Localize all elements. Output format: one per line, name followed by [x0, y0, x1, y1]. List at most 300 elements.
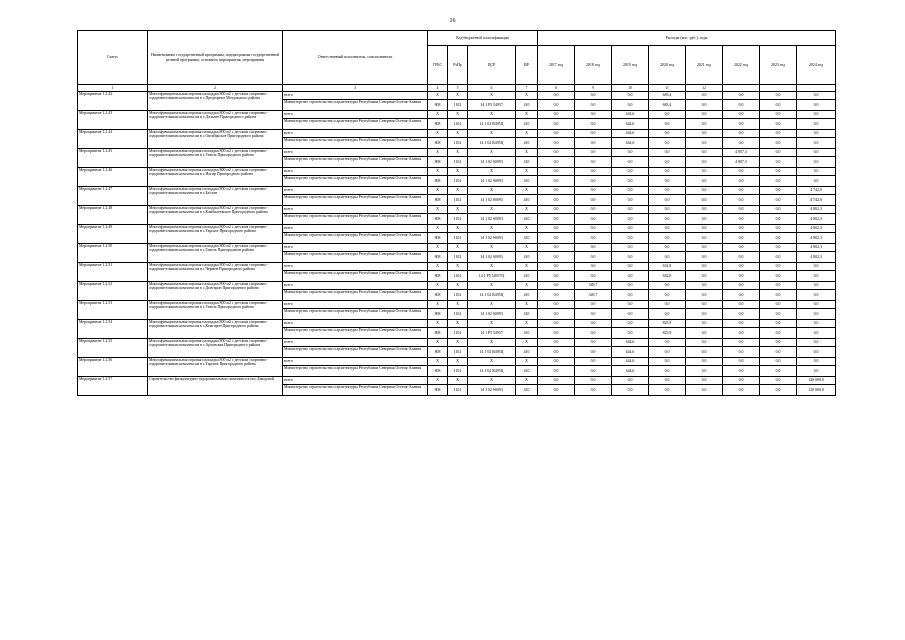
- vr-cell: X: [516, 339, 538, 347]
- amount-cell: 0,0: [760, 130, 797, 138]
- rzpr-cell: 1102: [448, 157, 468, 168]
- event-name: Многофункциональная игровая площадка 800 м2 с детским спортивно-оздоровительным комплексом в с.Гизель Пригородного района: [148, 149, 283, 168]
- amount-cell: 4 802,3: [797, 244, 836, 252]
- amount-cell: 0,0: [686, 377, 723, 385]
- vr-cell: X: [516, 263, 538, 271]
- event-name: Многофункциональная игровая площадка 800 м2 с детским спортивно-оздоровительным комплексом в с.Архонская Пригородного района: [148, 339, 283, 358]
- amount-cell: 444,6: [612, 119, 649, 130]
- amount-cell: 0,0: [723, 309, 760, 320]
- grbs-cell: X: [428, 377, 448, 385]
- event-name: Многофункциональная игровая площадка 800 м2 с детским спортивно-оздоровительным комплексом в с.Донгарон Пригородного района: [148, 282, 283, 301]
- csr-cell: X: [468, 92, 516, 100]
- csr-cell: X: [468, 301, 516, 309]
- csr-cell: X: [468, 168, 516, 176]
- amount-cell: 0,0: [760, 100, 797, 111]
- grbs-cell: 808: [428, 366, 448, 377]
- amount-cell: 0,0: [575, 358, 612, 366]
- grbs-cell: 808: [428, 385, 448, 396]
- rzpr-cell: X: [448, 225, 468, 233]
- vr-cell: X: [516, 377, 538, 385]
- amount-cell: 0,0: [686, 111, 723, 119]
- amount-cell: 0,0: [538, 214, 575, 225]
- csr-cell: X: [468, 377, 516, 385]
- amount-cell: 0,0: [538, 263, 575, 271]
- amount-cell: 0,0: [538, 92, 575, 100]
- csr-cell: 14 1 02 R495Ц: [468, 138, 516, 149]
- amount-cell: 0,0: [612, 290, 649, 301]
- amount-cell: 0,0: [686, 233, 723, 244]
- amount-cell: 0,0: [575, 301, 612, 309]
- amount-cell: 0,0: [723, 366, 760, 377]
- column-number: 4: [428, 85, 448, 92]
- vr-cell: 410: [516, 385, 538, 396]
- rzpr-cell: 1102: [448, 138, 468, 149]
- amount-cell: 0,0: [797, 168, 836, 176]
- amount-cell: 0,0: [649, 119, 686, 130]
- header-name: Наименование государственной программы, подпрограммы государственной целевой программы, основного мероприятия, мероприятия: [148, 31, 283, 85]
- grbs-cell: 808: [428, 157, 448, 168]
- csr-cell: 14 1 02 R495Ц: [468, 366, 516, 377]
- header-vr: ВР: [516, 46, 538, 85]
- rzpr-cell: 1102: [448, 385, 468, 396]
- table-row: [78, 320, 836, 328]
- event-status: Мероприятие 1.2.43: [78, 111, 148, 130]
- executor-cell: Министерство строительства и архитектуры Республики Северная Осетия-Алания: [283, 328, 428, 339]
- event-name: Многофункциональная игровая площадка 800 м2 с детским спортивно-оздоровительным комплексом в с.Октябрьское Пригородного района: [148, 130, 283, 149]
- amount-cell: 0,0: [686, 206, 723, 214]
- amount-cell: 0,0: [760, 290, 797, 301]
- amount-cell: 0,0: [538, 377, 575, 385]
- vr-cell: 410: [516, 309, 538, 320]
- amount-cell: 0,0: [723, 187, 760, 195]
- amount-cell: 0,0: [723, 130, 760, 138]
- amount-cell: 0,0: [612, 149, 649, 157]
- total-label: всего: [283, 92, 428, 100]
- csr-cell: 14 1 02 S0093: [468, 195, 516, 206]
- column-number: 9: [575, 85, 612, 92]
- total-label: всего: [283, 168, 428, 176]
- event-name: Многофункциональная игровая площадка 800 м2 с детским спортивно-оздоровительным комплексом в с.Предгорное Моздокского района: [148, 92, 283, 111]
- vr-cell: X: [516, 225, 538, 233]
- rzpr-cell: X: [448, 282, 468, 290]
- amount-cell: 444,6: [612, 138, 649, 149]
- total-label: всего: [283, 187, 428, 195]
- amount-cell: 0,0: [538, 309, 575, 320]
- event-status: Мероприятие 1.2.54: [78, 320, 148, 339]
- csr-cell: X: [468, 111, 516, 119]
- table-row: [78, 206, 836, 214]
- event-status: Мероприятие 1.2.53: [78, 301, 148, 320]
- total-label: всего: [283, 282, 428, 290]
- amount-cell: 0,0: [575, 149, 612, 157]
- amount-cell: 0,0: [575, 385, 612, 396]
- vr-cell: 410: [516, 100, 538, 111]
- amount-cell: 0,0: [723, 100, 760, 111]
- grbs-cell: X: [428, 149, 448, 157]
- amount-cell: 0,0: [686, 309, 723, 320]
- amount-cell: 349,7: [575, 282, 612, 290]
- amount-cell: 0,0: [723, 252, 760, 263]
- header-budget-class: Код бюджетной классификации: [428, 31, 538, 46]
- vr-cell: X: [516, 244, 538, 252]
- executor-cell: Министерство строительства и архитектуры Республики Северная Осетия-Алания: [283, 100, 428, 111]
- amount-cell: 0,0: [760, 92, 797, 100]
- amount-cell: 0,0: [723, 339, 760, 347]
- amount-cell: 0,0: [575, 111, 612, 119]
- amount-cell: 0,0: [760, 385, 797, 396]
- rzpr-cell: X: [448, 187, 468, 195]
- executor-cell: Министерство строительства и архитектуры Республики Северная Осетия-Алания: [283, 214, 428, 225]
- amount-cell: 0,0: [797, 290, 836, 301]
- rzpr-cell: X: [448, 206, 468, 214]
- rzpr-cell: X: [448, 168, 468, 176]
- amount-cell: 0,0: [575, 225, 612, 233]
- event-name: Многофункциональная игровая площадка 800 м2 с детским спортивно-оздоровительным комплексом в с.Гизель Пригородного района: [148, 301, 283, 320]
- total-label: всего: [283, 244, 428, 252]
- rzpr-cell: 1102: [448, 195, 468, 206]
- amount-cell: 0,0: [686, 290, 723, 301]
- amount-cell: 444,6: [612, 366, 649, 377]
- amount-cell: 0,0: [575, 130, 612, 138]
- table-row: [78, 358, 836, 366]
- amount-cell: 4 742,0: [797, 187, 836, 195]
- amount-cell: 0,0: [649, 358, 686, 366]
- grbs-cell: X: [428, 244, 448, 252]
- amount-cell: 0,0: [686, 252, 723, 263]
- header-year: 2017 год: [538, 46, 575, 85]
- header-year: 2023 год: [760, 46, 797, 85]
- amount-cell: 0,0: [612, 157, 649, 168]
- amount-cell: 0,0: [723, 176, 760, 187]
- rzpr-cell: X: [448, 92, 468, 100]
- amount-cell: 0,0: [686, 366, 723, 377]
- grbs-cell: 808: [428, 290, 448, 301]
- event-status: Мероприятие 1.2.49: [78, 225, 148, 244]
- column-number: 10: [612, 85, 649, 92]
- amount-cell: 4 802,3: [797, 214, 836, 225]
- rzpr-cell: X: [448, 301, 468, 309]
- header-rzpr: РзПр: [448, 46, 468, 85]
- amount-cell: 0,0: [686, 100, 723, 111]
- amount-cell: 0,0: [760, 206, 797, 214]
- rzpr-cell: 1102: [448, 214, 468, 225]
- event-name: Многофункциональная игровая площадка 800 м2 с детским спортивно-оздоровительным комплексом в с.Тарское Пригородного района: [148, 358, 283, 377]
- executor-cell: Министерство строительства и архитектуры Республики Северная Осетия-Алания: [283, 157, 428, 168]
- grbs-cell: X: [428, 111, 448, 119]
- amount-cell: 444,6: [612, 339, 649, 347]
- amount-cell: 0,0: [723, 214, 760, 225]
- amount-cell: 0,0: [723, 290, 760, 301]
- table-row: [78, 377, 836, 385]
- rzpr-cell: X: [448, 358, 468, 366]
- amount-cell: 0,0: [538, 168, 575, 176]
- amount-cell: 0,0: [686, 119, 723, 130]
- amount-cell: 0,0: [760, 320, 797, 328]
- table-row: [78, 187, 836, 195]
- vr-cell: 410: [516, 366, 538, 377]
- amount-cell: 0,0: [612, 282, 649, 290]
- amount-cell: 0,0: [575, 271, 612, 282]
- amount-cell: 0,0: [760, 244, 797, 252]
- amount-cell: 0,0: [575, 214, 612, 225]
- rzpr-cell: X: [448, 339, 468, 347]
- amount-cell: 0,0: [538, 252, 575, 263]
- csr-cell: X: [468, 206, 516, 214]
- amount-cell: 0,0: [760, 309, 797, 320]
- budget-table: [77, 30, 836, 396]
- table-row: [78, 130, 836, 138]
- event-name: Многофункциональная игровая площадка 800 м2 с детским спортивно-оздоровительным комплексом в с.Беслан: [148, 187, 283, 206]
- amount-cell: 0,0: [797, 309, 836, 320]
- amount-cell: 0,0: [612, 214, 649, 225]
- rzpr-cell: 1102: [448, 233, 468, 244]
- amount-cell: 444,6: [612, 358, 649, 366]
- column-number: 1: [78, 85, 148, 92]
- vr-cell: 410: [516, 233, 538, 244]
- header-grbs: ГРБС: [428, 46, 448, 85]
- rzpr-cell: X: [448, 244, 468, 252]
- vr-cell: 410: [516, 195, 538, 206]
- total-label: всего: [283, 149, 428, 157]
- csr-cell: 14 1 02 R495Ц: [468, 119, 516, 130]
- amount-cell: 0,0: [760, 282, 797, 290]
- amount-cell: 0,0: [649, 385, 686, 396]
- amount-cell: 0,0: [797, 301, 836, 309]
- grbs-cell: 808: [428, 176, 448, 187]
- event-name: Многофункциональная игровая площадка 800 м2 с детским спортивно-оздоровительным комплексом в с.Ногир Пригородного района: [148, 168, 283, 187]
- amount-cell: 0,0: [760, 195, 797, 206]
- table-row: [78, 111, 836, 119]
- header-expenses: Расходы (тыс. руб.), годы: [538, 31, 836, 46]
- amount-cell: 0,0: [575, 157, 612, 168]
- amount-cell: 4 802,3: [797, 233, 836, 244]
- event-status: Мероприятие 1.2.48: [78, 206, 148, 225]
- amount-cell: 0,0: [723, 119, 760, 130]
- amount-cell: 0,0: [797, 138, 836, 149]
- amount-cell: 0,0: [686, 214, 723, 225]
- amount-cell: 0,0: [686, 301, 723, 309]
- rzpr-cell: 1102: [448, 252, 468, 263]
- executor-cell: Министерство строительства и архитектуры Республики Северная Осетия-Алания: [283, 195, 428, 206]
- executor-cell: Министерство строительства и архитектуры Республики Северная Осетия-Алания: [283, 138, 428, 149]
- table-row: [78, 339, 836, 347]
- amount-cell: 0,0: [575, 339, 612, 347]
- amount-cell: 0,0: [760, 214, 797, 225]
- amount-cell: 0,0: [575, 187, 612, 195]
- amount-cell: 0,0: [760, 328, 797, 339]
- amount-cell: 0,0: [760, 358, 797, 366]
- grbs-cell: 808: [428, 214, 448, 225]
- amount-cell: 0,0: [612, 176, 649, 187]
- amount-cell: 0,0: [575, 252, 612, 263]
- rzpr-cell: 1102: [448, 366, 468, 377]
- amount-cell: 0,0: [612, 301, 649, 309]
- amount-cell: 0,0: [797, 119, 836, 130]
- vr-cell: 410: [516, 176, 538, 187]
- rzpr-cell: 1102: [448, 100, 468, 111]
- csr-cell: 14 1 02 S0093: [468, 385, 516, 396]
- amount-cell: 0,0: [538, 233, 575, 244]
- amount-cell: 0,0: [649, 339, 686, 347]
- amount-cell: 0,0: [538, 290, 575, 301]
- event-status: Мероприятие 1.2.52: [78, 282, 148, 301]
- column-number: 11: [649, 85, 686, 92]
- grbs-cell: X: [428, 339, 448, 347]
- amount-cell: 0,0: [575, 244, 612, 252]
- grbs-cell: X: [428, 263, 448, 271]
- amount-cell: 0,0: [575, 168, 612, 176]
- table-row: [78, 301, 836, 309]
- amount-cell: 0,0: [723, 320, 760, 328]
- total-label: всего: [283, 320, 428, 328]
- amount-cell: 0,0: [575, 233, 612, 244]
- amount-cell: 0,0: [612, 377, 649, 385]
- amount-cell: 0,0: [538, 100, 575, 111]
- column-number-row: [78, 85, 836, 92]
- table-row: [78, 225, 836, 233]
- amount-cell: 0,0: [575, 206, 612, 214]
- header-executor: Ответственный исполнитель, соисполнители: [283, 31, 428, 85]
- amount-cell: 0,0: [760, 233, 797, 244]
- vr-cell: X: [516, 206, 538, 214]
- amount-cell: 0,0: [686, 271, 723, 282]
- vr-cell: 410: [516, 271, 538, 282]
- grbs-cell: 808: [428, 100, 448, 111]
- event-name: Многофункциональная игровая площадка 800 м2 с детским спортивно-оздоровительным комплексом в с.Чермен Пригородного района: [148, 263, 283, 282]
- amount-cell: 0,0: [538, 328, 575, 339]
- amount-cell: 0,0: [760, 111, 797, 119]
- rzpr-cell: 1102: [448, 347, 468, 358]
- amount-cell: 0,0: [612, 252, 649, 263]
- amount-cell: 0,0: [723, 138, 760, 149]
- grbs-cell: 808: [428, 309, 448, 320]
- amount-cell: 0,0: [686, 244, 723, 252]
- grbs-cell: X: [428, 358, 448, 366]
- amount-cell: 4 802,3: [797, 225, 836, 233]
- amount-cell: 0,0: [797, 339, 836, 347]
- amount-cell: 0,0: [538, 320, 575, 328]
- column-number: 12: [686, 85, 723, 92]
- amount-cell: 0,0: [649, 157, 686, 168]
- table-row: [78, 92, 836, 100]
- amount-cell: 0,0: [649, 377, 686, 385]
- executor-cell: Министерство строительства и архитектуры Республики Северная Осетия-Алания: [283, 271, 428, 282]
- vr-cell: 410: [516, 119, 538, 130]
- vr-cell: X: [516, 149, 538, 157]
- amount-cell: 0,0: [760, 149, 797, 157]
- amount-cell: 0,0: [612, 271, 649, 282]
- event-name: Строительство физкультурно-оздоровительного комплекса в пос.Заводской: [148, 377, 283, 396]
- amount-cell: 0,0: [538, 244, 575, 252]
- amount-cell: 0,0: [538, 358, 575, 366]
- amount-cell: 0,0: [649, 252, 686, 263]
- amount-cell: 0,0: [686, 225, 723, 233]
- grbs-cell: 808: [428, 119, 448, 130]
- amount-cell: 444,6: [612, 347, 649, 358]
- header-year: 2019 год: [612, 46, 649, 85]
- csr-cell: X: [468, 225, 516, 233]
- csr-cell: 14 1 02 S0093: [468, 233, 516, 244]
- amount-cell: 0,0: [797, 100, 836, 111]
- amount-cell: 0,0: [760, 157, 797, 168]
- grbs-cell: 808: [428, 195, 448, 206]
- rzpr-cell: 1102: [448, 309, 468, 320]
- amount-cell: 0,0: [575, 138, 612, 149]
- amount-cell: 0,0: [686, 168, 723, 176]
- amount-cell: 4 807,3: [723, 157, 760, 168]
- amount-cell: 0,0: [723, 233, 760, 244]
- rzpr-cell: 1102: [448, 290, 468, 301]
- amount-cell: 0,0: [723, 347, 760, 358]
- amount-cell: 0,0: [538, 301, 575, 309]
- amount-cell: 0,0: [797, 130, 836, 138]
- amount-cell: 0,0: [612, 385, 649, 396]
- amount-cell: 0,0: [649, 214, 686, 225]
- vr-cell: X: [516, 282, 538, 290]
- amount-cell: 0,0: [612, 263, 649, 271]
- amount-cell: 0,0: [686, 339, 723, 347]
- event-status: Мероприятие 1.2.46: [78, 168, 148, 187]
- amount-cell: 0,0: [649, 244, 686, 252]
- vr-cell: X: [516, 301, 538, 309]
- amount-cell: 0,0: [723, 206, 760, 214]
- amount-cell: 0,0: [575, 347, 612, 358]
- amount-cell: 0,0: [686, 263, 723, 271]
- amount-cell: 0,0: [612, 100, 649, 111]
- amount-cell: 0,0: [686, 130, 723, 138]
- grbs-cell: X: [428, 168, 448, 176]
- amount-cell: 0,0: [760, 366, 797, 377]
- total-label: всего: [283, 111, 428, 119]
- page-number: 16: [449, 18, 456, 24]
- amount-cell: 0,0: [760, 168, 797, 176]
- table-row: [78, 263, 836, 271]
- column-number: 7: [516, 85, 538, 92]
- event-status: Мероприятие 1.2.55: [78, 339, 148, 358]
- amount-cell: 0,0: [649, 168, 686, 176]
- csr-cell: X: [468, 263, 516, 271]
- amount-cell: 0,0: [649, 206, 686, 214]
- amount-cell: 0,0: [649, 187, 686, 195]
- amount-cell: 0,0: [797, 176, 836, 187]
- header-year: 2021 год: [686, 46, 723, 85]
- event-name: Многофункциональная игровая площадка 800 м2 с детским спортивно-оздоровительным комплексом в с.Гизель Пригородного района: [148, 244, 283, 263]
- rzpr-cell: X: [448, 320, 468, 328]
- vr-cell: X: [516, 358, 538, 366]
- amount-cell: 4 802,3: [797, 206, 836, 214]
- total-label: всего: [283, 206, 428, 214]
- amount-cell: 0,0: [723, 168, 760, 176]
- executor-cell: Министерство строительства и архитектуры Республики Северная Осетия-Алания: [283, 309, 428, 320]
- grbs-cell: X: [428, 187, 448, 195]
- amount-cell: 0,0: [538, 347, 575, 358]
- amount-cell: 0,0: [612, 92, 649, 100]
- amount-cell: 120 000,0: [797, 377, 836, 385]
- amount-cell: 444,6: [612, 111, 649, 119]
- amount-cell: 0,0: [649, 130, 686, 138]
- vr-cell: 410: [516, 290, 538, 301]
- amount-cell: 0,0: [686, 149, 723, 157]
- amount-cell: 0,0: [612, 206, 649, 214]
- csr-cell: 14 1 02 S0093: [468, 157, 516, 168]
- amount-cell: 0,0: [760, 271, 797, 282]
- rzpr-cell: X: [448, 149, 468, 157]
- amount-cell: 0,0: [575, 263, 612, 271]
- amount-cell: 0,0: [538, 366, 575, 377]
- amount-cell: 0,0: [538, 339, 575, 347]
- column-number: 3: [283, 85, 428, 92]
- amount-cell: 0,0: [760, 377, 797, 385]
